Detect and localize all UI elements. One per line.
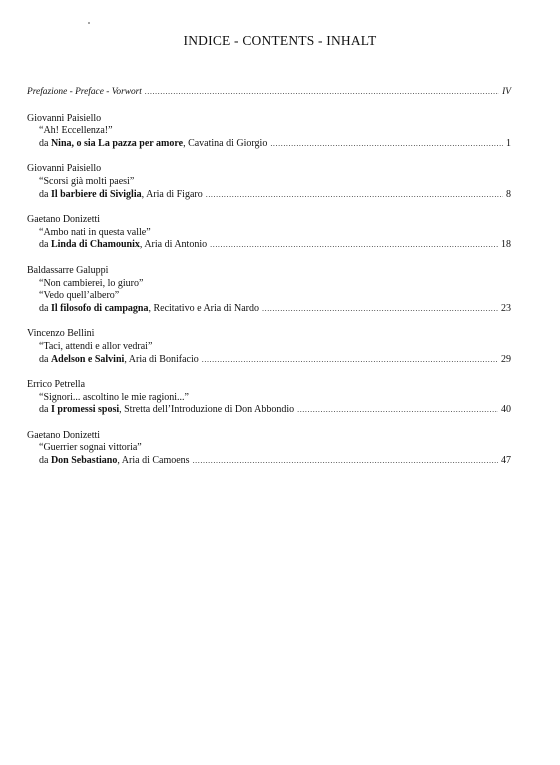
source-prefix: da [39,404,49,416]
dot-leader [145,86,499,99]
preface-label: Prefazione - Preface - Vorwort [27,87,142,97]
source-prefix: da [39,239,49,251]
toc-entry[interactable] [27,430,511,468]
table-of-contents [27,86,511,468]
source-text [39,138,267,151]
aria-incipit: “Vedo quell’albero” [39,290,120,302]
toc-entry[interactable] [27,163,511,201]
source-text [39,354,199,367]
composer-name: Gaetano Donizetti [27,429,101,441]
source-text [39,404,294,417]
source-row [27,303,511,316]
source-prefix: da [39,188,49,200]
source-text [39,455,190,468]
piece-detail: , Cavatina di Giorgio [183,137,268,149]
piece-detail: , Aria di Figaro [141,188,203,200]
page-number: 40 [501,404,511,416]
page-title: INDICE - CONTENTS - INHALT [183,33,377,48]
toc-entry[interactable] [27,214,511,252]
aria-incipit: “Ambo nati in questa valle” [39,226,151,238]
dot-leader [262,303,498,316]
piece-detail: , Aria di Bonifacio [124,353,199,365]
source-text [39,239,207,252]
dot-leader [193,455,498,468]
aria-incipit: “Ah! Eccellenza!” [39,125,113,137]
piece-detail: , Stretta dell’Introduzione di Don Abbondio [119,404,295,416]
page-number: 8 [506,188,511,200]
page-number: 1 [506,137,511,149]
aria-incipit: “Signori... ascoltino le mie ragioni...” [39,391,189,403]
composer-name: Vincenzo Bellini [27,328,95,340]
composer-name: Gaetano Donizetti [27,214,101,226]
source-prefix: da [39,137,49,149]
opera-title: Don Sebastiano [50,455,118,467]
composer-name: Errico Petrella [27,379,86,391]
page-number: 23 [501,302,511,314]
source-row [27,455,511,468]
piece-detail: , Aria di Camoens [117,455,190,467]
opera-title: Linda di Chamounix [50,239,140,251]
toc-entry[interactable] [27,379,511,417]
source-prefix: da [39,302,49,314]
dot-leader [210,239,498,252]
aria-incipit: “Guerrier sognai vittoria” [39,442,142,454]
source-prefix: da [39,455,49,467]
opera-title: I promessi sposi [50,404,120,416]
preface-page: IV [502,87,511,97]
dot-leader [202,354,498,367]
page-number: 29 [501,353,511,365]
composer-name: Baldassarre Galuppi [27,264,109,276]
preface-row[interactable] [27,86,511,99]
aria-incipit: “Scorsi già molti paesi” [39,175,135,187]
dot-leader [270,138,503,151]
toc-entry[interactable] [27,265,511,315]
source-text [39,189,203,202]
source-row [27,138,511,151]
page-speck [88,22,90,24]
opera-title: Il barbiere di Siviglia [50,188,142,200]
source-row [27,189,511,202]
source-row [27,404,511,417]
source-text [39,303,259,316]
toc-entry[interactable] [27,328,511,366]
source-row [27,239,511,252]
dot-leader [297,404,498,417]
aria-incipit: “Non cambierei, lo giuro” [39,277,144,289]
aria-incipit: “Taci, attendi e allor vedrai” [39,340,153,352]
opera-title: Il filosofo di campagna [50,302,149,314]
toc-entry[interactable] [27,113,511,151]
piece-detail: , Aria di Antonio [139,239,208,251]
composer-name: Giovanni Paisiello [27,112,102,124]
dot-leader [206,189,503,202]
opera-title: Adelson e Salvini [50,353,125,365]
piece-detail: , Recitativo e Aria di Nardo [148,302,259,314]
page-number: 47 [501,455,511,467]
page-number: 18 [501,239,511,251]
opera-title: Nina, o sia La pazza per amore [50,137,184,149]
source-prefix: da [39,353,49,365]
entry-list [27,113,511,468]
composer-name: Giovanni Paisiello [27,163,102,175]
source-row [27,354,511,367]
